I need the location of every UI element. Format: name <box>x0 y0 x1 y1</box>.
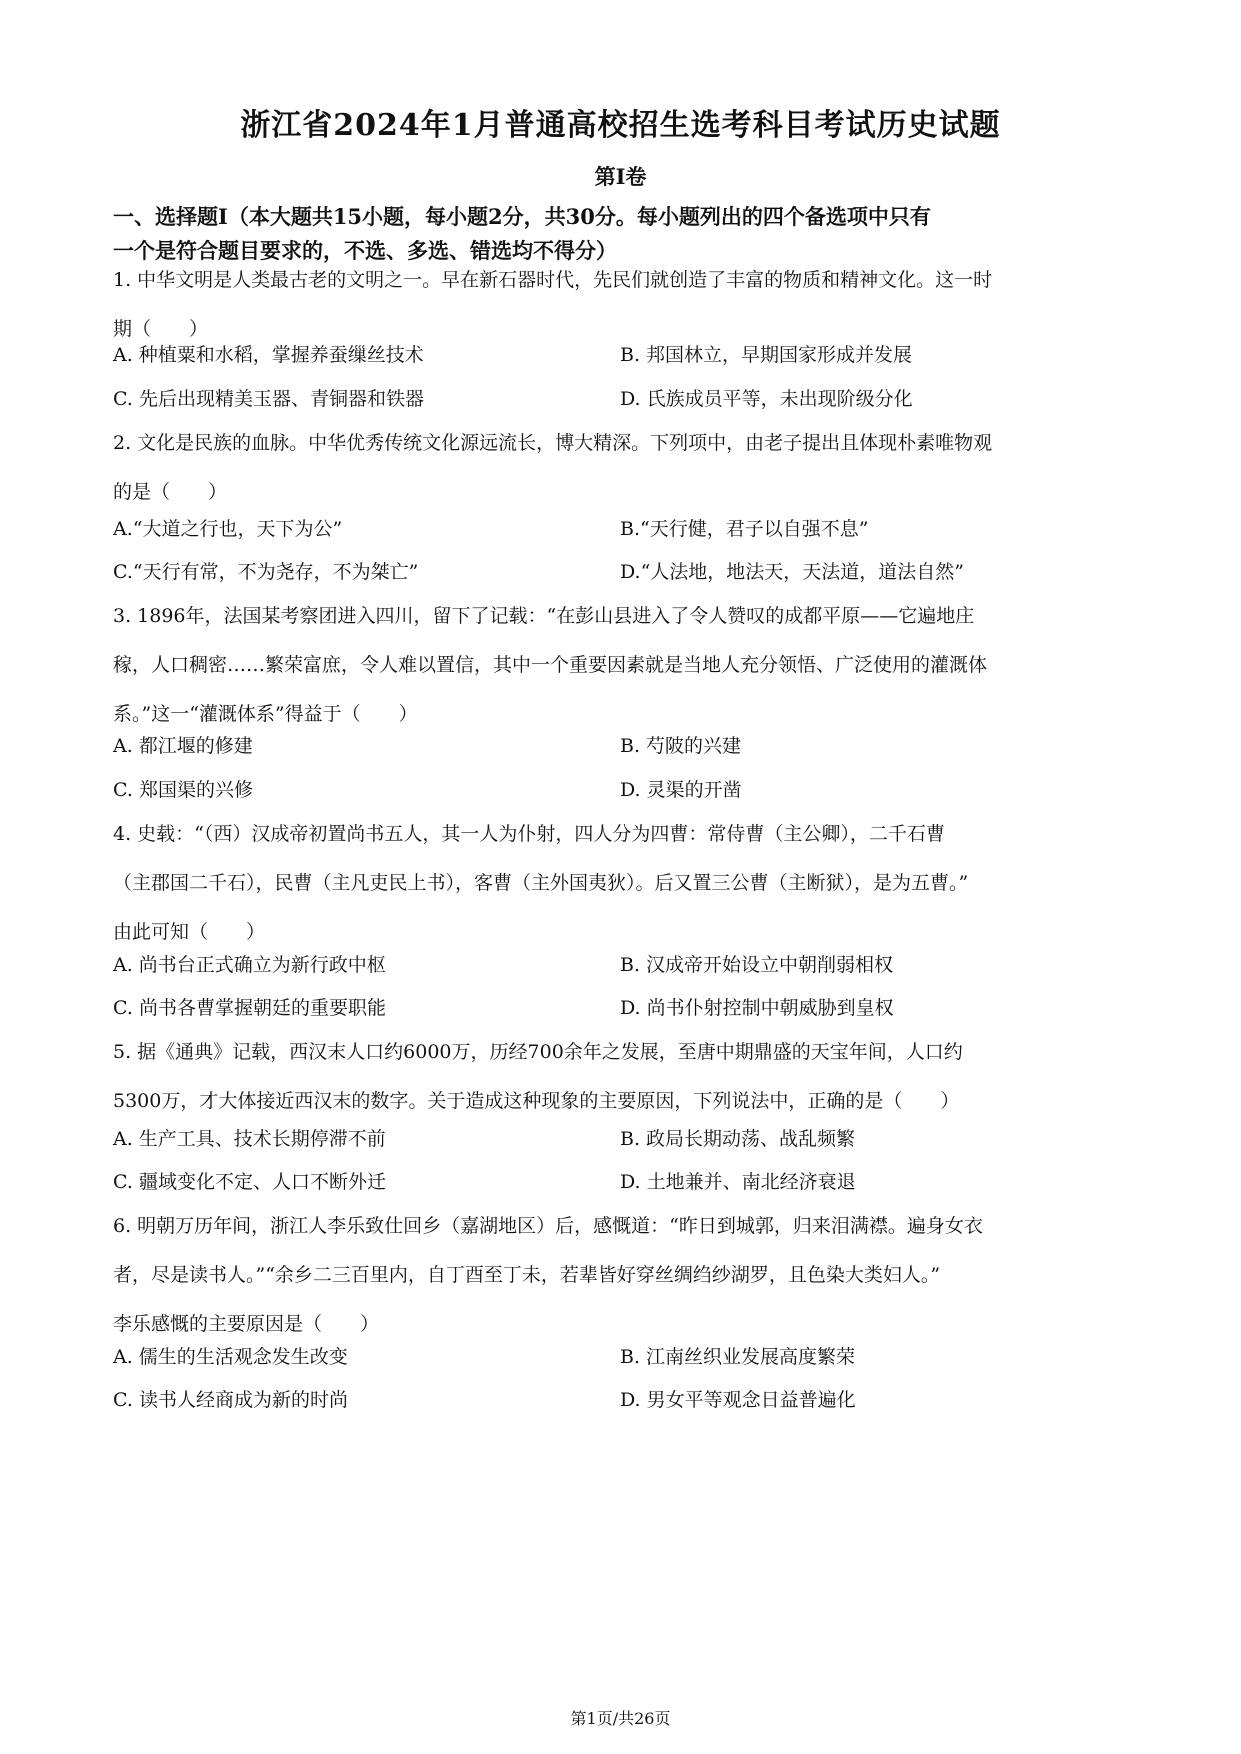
section-heading-line: 一个是符合题目要求的，不选、多选、错选均不得分） <box>113 238 617 263</box>
question-3-stem <box>113 592 1138 739</box>
page-footer: 第1页/共26页 <box>570 1709 671 1728</box>
question-line: 4. 史载：“（西）汉成帝初置尚书五人，其一人为仆射，四人分为四曹：常侍曹（主公卿），二千石曹 <box>113 823 945 845</box>
question-line: 5300万，才大体接近西汉末的数字。关于造成这种现象的主要原因，下列说法中，正确的是（ ） <box>113 1090 960 1112</box>
question-4-option-c: C. 尚书各曹掌握朝廷的重要职能 <box>113 997 386 1019</box>
question-4-stem <box>113 810 1138 957</box>
question-line: 5. 据《通典》记载，西汉末人口约6000万，历经700余年之发展，至唐中期鼎盛的天宝年间，人口约 <box>113 1041 963 1063</box>
question-line: （主郡国二千石），民曹（主凡吏民上书），客曹（主外国夷狄）。后又置三公曹（主断狱），是为五曹。” <box>113 872 969 894</box>
question-line: 李乐感慨的主要原因是（ ） <box>113 1313 380 1335</box>
question-4-option-b: B. 汉成帝开始设立中朝削弱相权 <box>620 954 894 976</box>
question-6-option-a: A. 儒生的生活观念发生改变 <box>113 1346 348 1368</box>
question-1-option-d: D. 氏族成员平等，未出现阶级分化 <box>620 388 913 410</box>
question-line: 期（ ） <box>113 318 209 340</box>
question-line: 稼，人口稠密……繁荣富庶，令人难以置信，其中一个重要因素就是当地人充分领悟、广泛使用的灌溉体 <box>113 654 988 676</box>
question-2-option-a: A.“大道之行也，天下为公” <box>113 518 343 540</box>
question-line: 者，尽是读书人。”“余乡二三百里内，自丁酉至丁未，若辈皆好穿丝绸绉纱湖罗，且色染大类妇人。” <box>113 1264 941 1286</box>
question-line: 6. 明朝万历年间，浙江人李乐致仕回乡（嘉湖地区）后，感慨道：“昨日到城郭，归来泪满襟。遍身女衣 <box>113 1215 983 1237</box>
question-3-option-d: D. 灵渠的开凿 <box>620 779 742 801</box>
question-line: 系。”这一“灌溉体系”得益于（ ） <box>113 703 418 725</box>
question-1-option-a: A. 种植粟和水稻，掌握养蚕缫丝技术 <box>113 344 424 366</box>
question-line: 1. 中华文明是人类最古老的文明之一。早在新石器时代，先民们就创造了丰富的物质和精神文化。这一时 <box>113 269 993 291</box>
question-5-stem <box>113 1028 1138 1126</box>
question-line: 由此可知（ ） <box>113 921 266 943</box>
question-3-option-c: C. 郑国渠的兴修 <box>113 779 253 801</box>
question-line: 的是（ ） <box>113 481 228 503</box>
question-3-option-b: B. 芍陂的兴建 <box>620 735 742 757</box>
question-6-stem <box>113 1202 1138 1349</box>
question-1-option-b: B. 邦国林立，早期国家形成并发展 <box>620 344 913 366</box>
question-2-option-d: D.“人法地，地法天，天法道，道法自然” <box>620 561 965 583</box>
question-2-option-b: B.“天行健，君子以自强不息” <box>620 518 869 540</box>
question-2-stem <box>113 419 1138 517</box>
question-6-option-d: D. 男女平等观念日益普遍化 <box>620 1389 856 1411</box>
question-1-option-c: C. 先后出现精美玉器、青铜器和铁器 <box>113 388 424 410</box>
question-2-option-c: C.“天行有常，不为尧存，不为桀亡” <box>113 561 419 583</box>
question-line: 3. 1896年，法国某考察团进入四川，留下了记载：“在彭山县进入了令人赞叹的成都平原——它遍地庄 <box>113 605 975 627</box>
question-3-option-a: A. 都江堰的修建 <box>113 735 253 757</box>
question-4-option-a: A. 尚书台正式确立为新行政中枢 <box>113 954 386 976</box>
question-4-option-d: D. 尚书仆射控制中朝威胁到皇权 <box>620 997 894 1019</box>
part-heading: 第Ⅰ卷 <box>594 164 647 189</box>
question-line: 2. 文化是民族的血脉。中华优秀传统文化源远流长，博大精深。下列项中，由老子提出且体现朴素唯物观 <box>113 432 993 454</box>
question-5-option-a: A. 生产工具、技术长期停滞不前 <box>113 1128 386 1150</box>
question-5-option-b: B. 政局长期动荡、战乱频繁 <box>620 1128 856 1150</box>
section-heading-line: 一、选择题Ⅰ（本大题共15小题，每小题2分，共30分。每小题列出的四个备选项中只有 <box>113 204 931 229</box>
question-6-option-c: C. 读书人经商成为新的时尚 <box>113 1389 348 1411</box>
question-5-option-c: C. 疆域变化不定、人口不断外迁 <box>113 1171 386 1193</box>
question-6-option-b: B. 江南丝织业发展高度繁荣 <box>620 1346 856 1368</box>
question-5-option-d: D. 土地兼并、南北经济衰退 <box>620 1171 856 1193</box>
exam-title: 浙江省2024年1月普通高校招生选考科目考试历史试题 <box>240 108 1001 143</box>
